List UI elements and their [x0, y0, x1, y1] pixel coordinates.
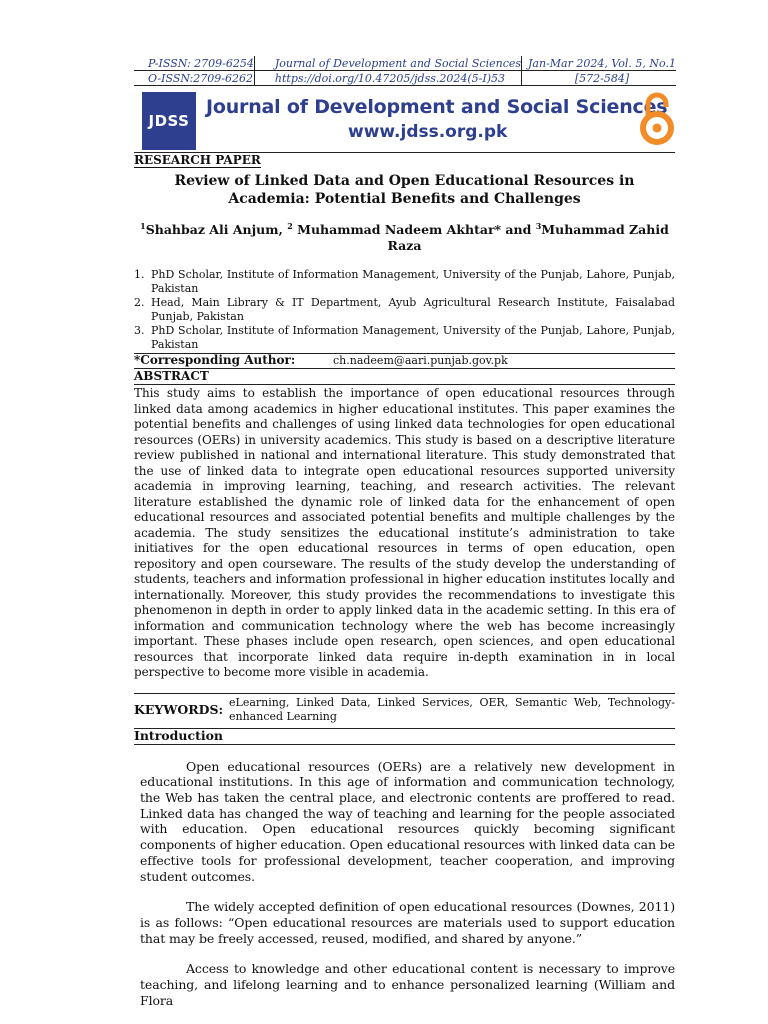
introduction-heading: Introduction [134, 728, 675, 745]
corresponding-author-row [134, 353, 675, 369]
affiliation-list [134, 268, 675, 352]
journal-banner-title: Journal of Development and Social Sciences [206, 96, 668, 118]
open-access-icon [639, 90, 675, 146]
journal-name: Journal of Development and Social Sciences [254, 56, 521, 71]
journal-url[interactable]: www.jdss.org.pk [348, 122, 508, 142]
issue-info: Jan-Mar 2024, Vol. 5, No.1 [522, 56, 676, 71]
article-page [134, 56, 675, 1009]
intro-paragraph-2: The widely accepted definition of open educational resources (Downes, 2011) is as follows: “Open educational resources are materials used to support education that may be freely accessed, reused, modified, and shared by anyone.” [140, 899, 675, 946]
corresponding-email[interactable]: ch.nadeem@aari.punjab.gov.pk [333, 354, 508, 368]
intro-paragraph-1: Open educational resources (OERs) are a relatively new development in educational institutions. In this age of information and communication technology, the Web has taken the central place, and electronic contents are proffered to read. Linked data has changed the way of teaching and learning for the people associated with education. Open educational resources quickly becoming significant components of higher education. Open educational resources with linked data can be effective tools for professional development, teacher cooperation, and improving student outcomes. [140, 758, 675, 884]
journal-header-table [134, 56, 676, 86]
article-title: Review of Linked Data and Open Educational Resources in Academia: Potential Benefits and Challenges [174, 173, 635, 207]
keywords-row [134, 693, 675, 729]
keywords-text: eLearning, Linked Data, Linked Services, OER, Semantic Web, Technology-enhanced Learning [229, 695, 675, 723]
page-range: [572-584] [522, 71, 676, 86]
abstract-heading: ABSTRACT [134, 369, 675, 385]
abstract-text: This study aims to establish the importance of open educational resources through linked data among academics in higher educational institutes. This paper examines the potential benefits and challenges of using linked data technologies for open educational resources (OERs) in university academics. This study is based on a descriptive literature review published in national and international literature. This study demonstrated that the use of linked data to integrate open educational resources supported university academia in improving learning, teaching, and research activities. The relevant literature established the dynamic role of linked data for the enhancement of open educational resources and associated potential benefits and multiple challenges by the academia. The study sensitizes the educational institute’s administration to take initiatives for the open educational resources in terms of open education, open repository and open courseware. The results of the study develop the understanding of students, teachers and information professional in higher education institutes locally and internationally. Moreover, this study provides the recommendations to investigate this phenomenon in depth in order to apply linked data in the academic setting. In this era of information and communication technology where the web has become increasingly important. These phases include open research, open sciences, and open educational resources that incorporate linked data require in-depth examination in in local perspective to become more visible in academia. [134, 386, 675, 680]
jdss-logo: JDSS [142, 92, 196, 150]
affiliation-item: 3. PhD Scholar, Institute of Information Management, University of the Punjab, Lahore, Punjab, Pakistan [134, 324, 675, 352]
journal-banner [134, 88, 675, 152]
paper-type: RESEARCH PAPER [134, 153, 261, 167]
affiliation-item: 1. PhD Scholar, Institute of Information Management, University of the Punjab, Lahore, Punjab, Pakistan [134, 268, 675, 296]
intro-paragraph-3: Access to knowledge and other educational content is necessary to improve teaching, and lifelong learning and to enhance personalized learning (William and Flora [140, 961, 675, 1008]
p-issn: P-ISSN: 2709-6254 [134, 56, 254, 71]
affiliation-item: 2. Head, Main Library & IT Department, Ayub Agricultural Research Institute, Faisalabad Punjab, Pakistan [134, 296, 675, 324]
doi-link[interactable]: https://doi.org/10.47205/jdss.2024(5-I)53 [254, 71, 521, 86]
keywords-label: KEYWORDS: [134, 701, 224, 717]
corresponding-label: *Corresponding Author: [134, 353, 296, 368]
o-issn: O-ISSN:2709-6262 [134, 71, 254, 86]
author-list: $^1$Shahbaz Ali Anjum, $^2$ Muhammad Nadeem Akhtar* and $^3$Muhammad Zahid Raza [140, 221, 669, 254]
